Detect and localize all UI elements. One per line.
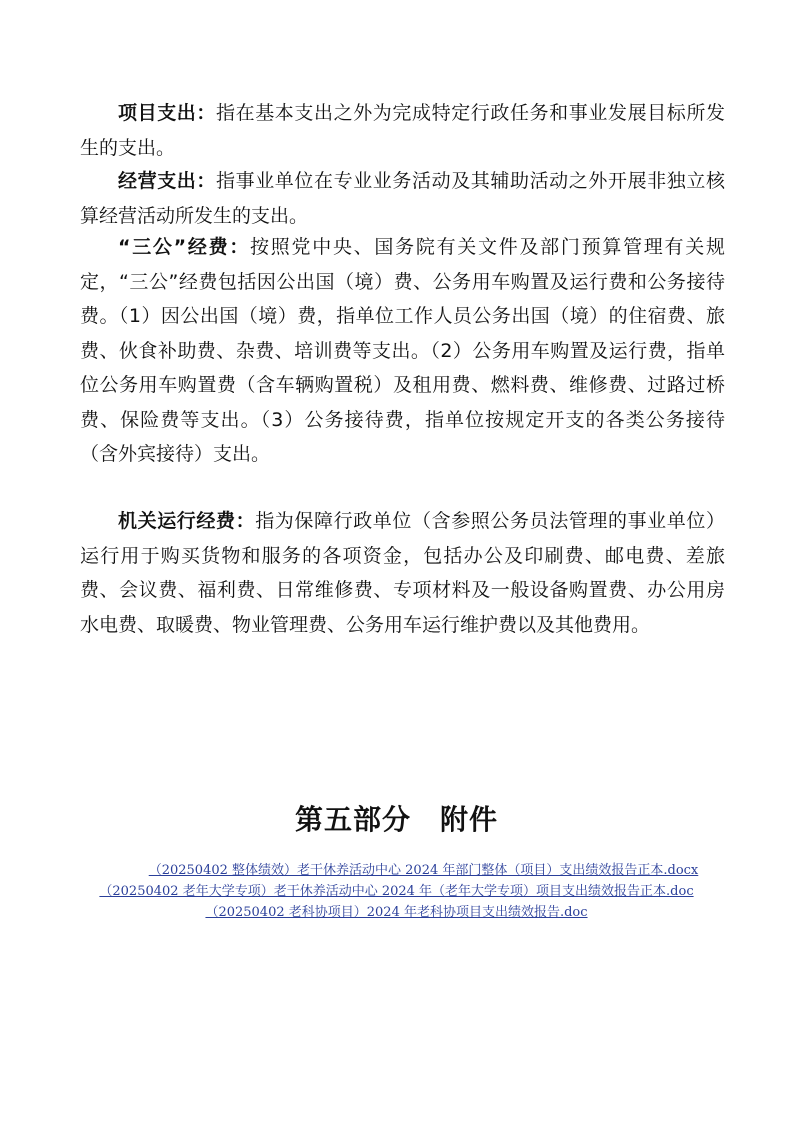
- definition-body: 指在基本支出之外为完成特定行政任务和事业发展目标所发生的支出。: [80, 102, 725, 159]
- definition-paragraph-three-public-expenses: [80, 230, 725, 472]
- definition-body: 指为保障行政单位（含参照公务员法管理的事业单位）运行用于购买货物和服务的各项资金，包括办公及印刷费、邮电费、差旅费、会议费、福利费、日常维修费、专项材料及一般设备购置费、办公用房水电费、取暖费、物业管理费、公务用车运行维护费以及其他费用。: [80, 510, 725, 636]
- definition-term: 项目支出：: [118, 102, 216, 124]
- definition-body: 指事业单位在专业业务活动及其辅助活动之外开展非独立核算经营活动所发生的支出。: [80, 170, 725, 227]
- definition-paragraph-agency-operating-expenses: [80, 504, 725, 642]
- definition-body: 按照党中央、国务院有关文件及部门预算管理有关规定，“三公”经费包括因公出国（境）费、公务用车购置及运行费和公务接待费。（1）因公出国（境）费，指单位工作人员公务出国（境）的住宿费、旅费、伙食补助费、杂费、培训费等支出。（2）公务用车购置及运行费，指单位公务用车购置费（含车辆购置税）及租用费、燃料费、维修费、过路过桥费、保险费等支出。（3）公务接待费，指单位按规定开支的各类公务接待（含外宾接待）支出。: [80, 236, 725, 465]
- definition-paragraph-operating-expenditure: [80, 164, 725, 233]
- attachment-list: [0, 860, 793, 923]
- definition-term: 机关运行经费：: [118, 510, 256, 532]
- attachment-link-senior-university[interactable]: （20250402 老年大学专项）老干休养活动中心 2024 年（老年大学专项）项目支出绩效报告正本.doc: [99, 884, 694, 899]
- section-title: 第五部分 附件: [294, 803, 498, 836]
- definition-paragraph-project-expenditure: [80, 96, 725, 165]
- attachment-link-overall-performance[interactable]: （20250402 整体绩效）老干休养活动中心 2024 年部门整体（项目）支出绩效报告正本.docx: [148, 863, 699, 878]
- definition-term: “三公”经费：: [118, 236, 251, 258]
- attachment-link-senior-science-association[interactable]: （20250402 老科协项目）2024 年老科协项目支出绩效报告.doc: [205, 905, 588, 920]
- definition-term: 经营支出：: [118, 170, 216, 192]
